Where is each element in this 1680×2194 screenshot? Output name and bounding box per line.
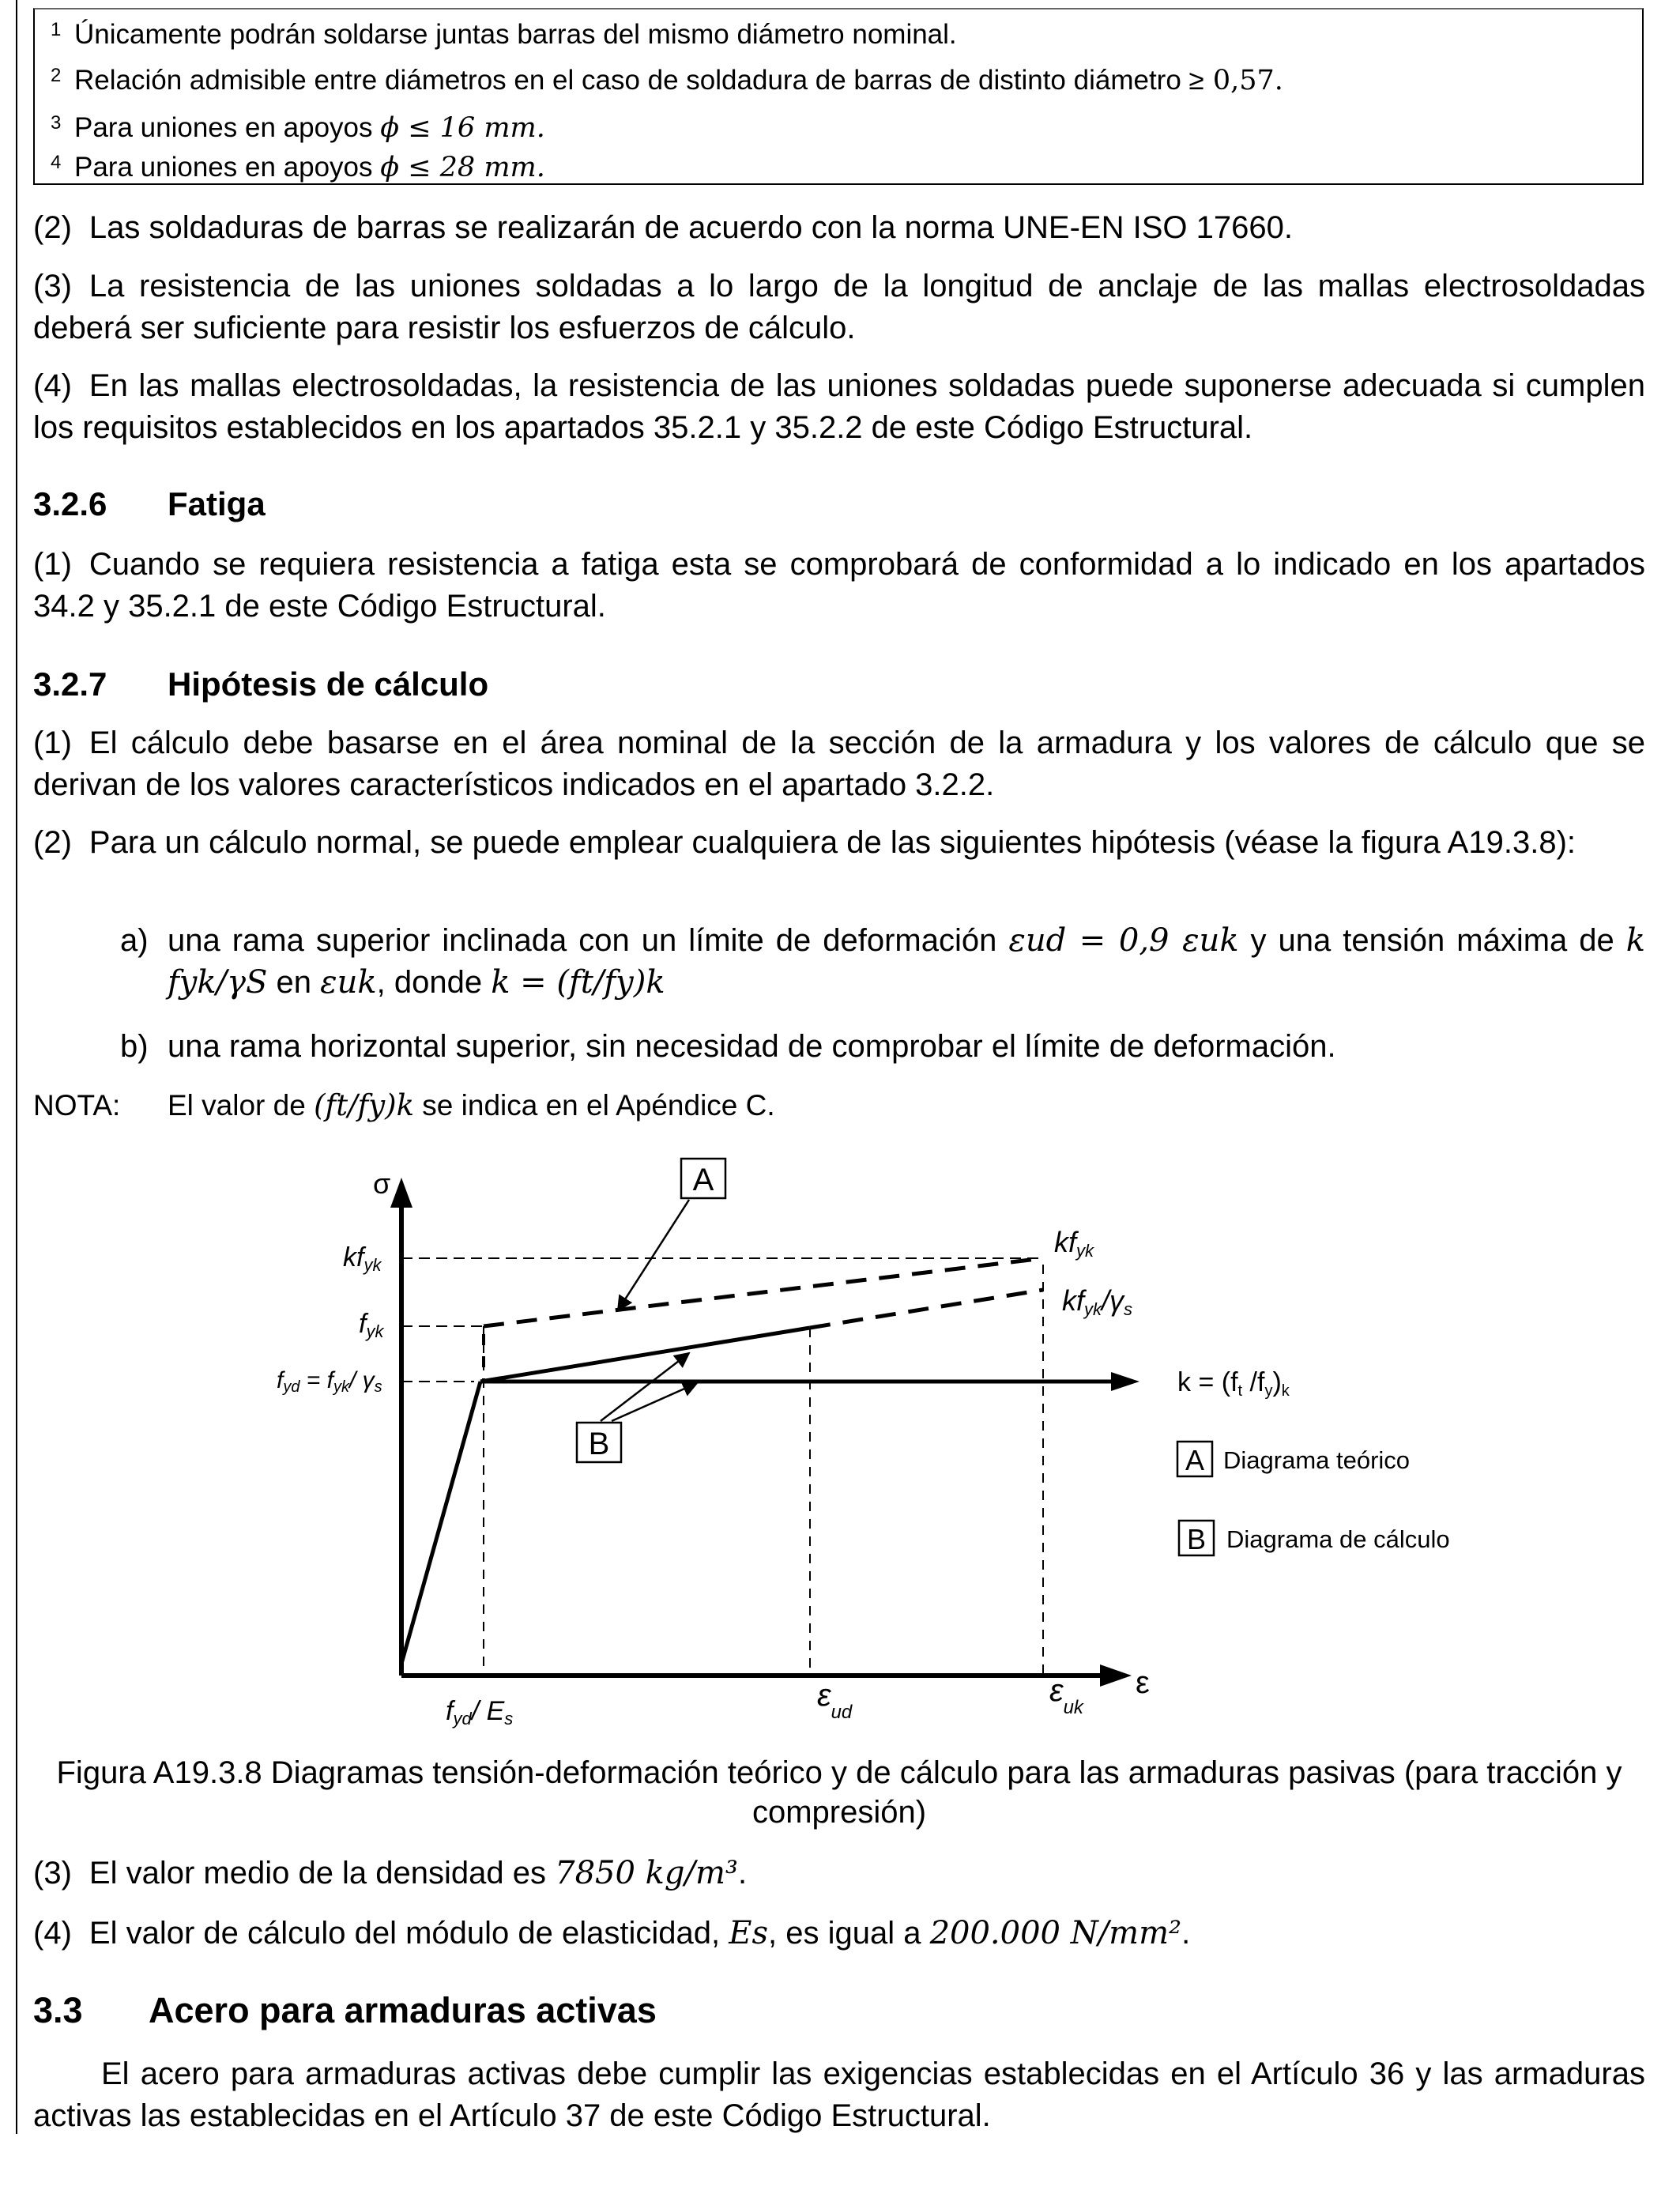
k-eq-mid: /f: [1242, 1367, 1265, 1397]
k-equation-label: [1177, 1367, 1290, 1400]
paragraph-number: (3): [33, 269, 72, 303]
paragraph-final: El acero para armaduras activas debe cumplir las exigencias establecidas en el Artículo 36 y las armaduras activas las establecidas en el Artículo 37 de este Código Estructural.: [33, 2056, 1645, 2133]
paragraph-text: Las soldaduras de barras se realizarán de acuerdo con la norma UNE-EN ISO 17660.: [89, 210, 1293, 245]
diagram-b-inclined-branch: [480, 1328, 810, 1382]
item-math: k fyk/γS: [168, 922, 1645, 1001]
fyd-sub: yd: [283, 1378, 300, 1396]
paragraph-text: , es igual a: [767, 1916, 930, 1951]
paragraph-number: (2): [33, 825, 72, 860]
paragraph-text: .: [737, 1856, 748, 1891]
section-heading-3-3: [33, 1990, 657, 2031]
label-a-text: A: [692, 1163, 714, 1197]
paragraph-hipotesis-1: [33, 722, 1645, 806]
diagram-b-dashed-continuation: [810, 1290, 1043, 1328]
sigma-axis-arrow: [390, 1178, 412, 1208]
stress-strain-figure: [223, 1154, 1503, 1739]
legend-b-text: Diagrama de cálculo: [1226, 1525, 1450, 1553]
paragraph-number: (1): [33, 726, 72, 760]
horizontal-branch-arrow: [1111, 1372, 1139, 1391]
paragraph-4: [33, 365, 1645, 449]
item-math: εud = 0,9 εuk: [1008, 922, 1239, 959]
section-title: Hipótesis de cálculo: [168, 665, 489, 703]
fyd-end: / γ: [349, 1367, 375, 1393]
right-kfykgs-end-sub: s: [1124, 1299, 1133, 1319]
right-kfykgs-sub: yk: [1084, 1299, 1102, 1319]
paragraph-3: [33, 266, 1645, 349]
item-text-part: una rama superior inclinada con un límite de deformación: [168, 923, 1009, 958]
note-math: (ft/fy)k: [314, 1088, 415, 1122]
footnote-number: 1: [51, 19, 62, 40]
right-kfykgs-main: kf: [1062, 1284, 1085, 1317]
item-text-part: , donde: [376, 965, 492, 1000]
fyd-es-x-label: [446, 1696, 513, 1728]
footnotes-box: [33, 8, 1644, 185]
footnote-text: Únicamente podrán soldarse juntas barras del mismo diámetro nominal.: [74, 19, 957, 50]
item-text: [168, 920, 1645, 1004]
footnote-math: ϕ ≤ 28 mm.: [380, 152, 545, 183]
paragraph-number: (2): [33, 210, 72, 245]
paragraph-fatiga-1: [33, 544, 1645, 628]
x-fyd-end: / E: [471, 1696, 505, 1726]
footnote-3: [51, 112, 545, 144]
paragraph-text: En las mallas electrosoldadas, la resistencia de las uniones soldadas puede suponerse adecuada si cumplen los requisitos establecidos en los apartados 35.2.1 y 35.2.2 de este Código Estructural.: [33, 368, 1645, 445]
kfyk-y-label: [343, 1242, 382, 1275]
kfyk-right-label: [1054, 1226, 1094, 1261]
note-text: El valor de: [168, 1089, 315, 1122]
paragraph-text: Cuando se requiera resistencia a fatiga esta se comprobará de conformidad a lo indicado en los apartados 34.2 y 35.2.1 de este Código Estructural.: [33, 547, 1645, 624]
left-margin-rule: [16, 0, 17, 2134]
item-text-part: en: [267, 965, 321, 1000]
paragraph-text: El valor medio de la densidad es: [89, 1856, 556, 1891]
x-fyd-end-sub: s: [504, 1709, 514, 1728]
fyd-mid-sub: yk: [333, 1378, 349, 1396]
item-text: una rama horizontal superior, sin necesidad de comprobar el límite de deformación.: [168, 1029, 1336, 1064]
note-label: NOTA:: [33, 1089, 121, 1122]
x-euk-main: ε: [1049, 1673, 1064, 1708]
footnote-text: Relación admisible entre diámetros en el caso de soldadura de barras de distinto diámetro ≥: [74, 65, 1204, 96]
paragraph-hipotesis-4: [33, 1913, 1645, 1955]
epsilon-axis-arrow: [1100, 1664, 1132, 1687]
footnote-text: Para uniones en apoyos: [74, 112, 381, 143]
footnote-2: [51, 65, 1283, 96]
k-eq-k: k: [1281, 1382, 1290, 1400]
section-title: Fatiga: [168, 485, 266, 522]
footnote-number: 3: [51, 112, 62, 134]
right-kfyk-main: kf: [1054, 1226, 1077, 1258]
pointer-a: [618, 1200, 689, 1310]
fyd-y-label: [277, 1367, 382, 1396]
footnote-number: 4: [51, 152, 62, 173]
section-heading-3-2-7: [33, 664, 488, 705]
section-number: 3.2.6: [33, 485, 107, 522]
footnote-text: Para uniones en apoyos: [74, 152, 381, 183]
x-euk-sub: uk: [1063, 1697, 1083, 1718]
x-eud-main: ε: [817, 1678, 831, 1713]
label-b-text: B: [588, 1427, 610, 1461]
paragraph-text: El cálculo debe basarse en el área nominal de la sección de la armadura y los valores de cálculo que se derivan de los valores característicos indicados en el apartado 3.2.2.: [33, 726, 1645, 802]
paragraph-number: (4): [33, 368, 72, 403]
fyd-main: f: [277, 1367, 284, 1393]
x-fyd-main: f: [446, 1696, 454, 1726]
item-label: a): [120, 923, 149, 958]
section-heading-3-2-6: [33, 484, 266, 525]
paragraph-math: 200.000 N/mm²: [929, 1915, 1182, 1951]
diagram-a-branch: [484, 1258, 1043, 1326]
paragraph-number: (4): [33, 1916, 72, 1951]
epsilon-label: ε: [1136, 1665, 1150, 1700]
paragraph-text: El valor de cálculo del módulo de elasticidad,: [89, 1916, 729, 1951]
fyk-sub: yk: [366, 1321, 384, 1341]
kfyk-sub: yk: [363, 1255, 382, 1275]
paragraph-hipotesis-2: [33, 822, 1645, 864]
legend-b-letter: B: [1186, 1523, 1207, 1555]
k-eq-y: y: [1264, 1382, 1273, 1400]
fyd-end-sub: s: [374, 1378, 382, 1396]
paragraph-number: (3): [33, 1856, 72, 1891]
k-eq-end: ): [1272, 1367, 1282, 1397]
section-title: Acero para armaduras activas: [149, 1990, 657, 2030]
paragraph-2: [33, 207, 1645, 249]
x-fyd-sub: yd: [453, 1709, 472, 1728]
footnote-value: 0,57.: [1203, 65, 1283, 96]
kfyk-main: kf: [343, 1242, 364, 1272]
euk-x-label: [1049, 1673, 1085, 1718]
paragraph-text: Para un cálculo normal, se puede emplear cualquiera de las siguientes hipótesis (véase la figura A19.3.8):: [89, 825, 1576, 860]
item-math: εuk: [320, 964, 377, 1001]
footnote-number: 2: [51, 65, 62, 86]
paragraph-text: .: [1181, 1916, 1191, 1951]
footnote-1: [51, 19, 957, 51]
fyk-y-label: [359, 1309, 384, 1341]
pointer-b-inclined: [601, 1353, 689, 1421]
k-eq-start: k = (f: [1177, 1367, 1238, 1397]
fyd-mid: = f: [299, 1367, 333, 1393]
paragraph-number: (1): [33, 547, 72, 582]
elastic-branch: [401, 1382, 480, 1664]
figure-caption: Figura A19.3.8 Diagramas tensión-deformación teórico y de cálculo para las armaduras pasivas (para tracción y compresión): [56, 1755, 1622, 1830]
paragraph-hipotesis-3: [33, 1853, 1645, 1894]
right-kfykgs-end: /γ: [1102, 1284, 1124, 1317]
eud-x-label: [817, 1678, 853, 1723]
legend-a-letter: A: [1185, 1444, 1205, 1476]
note-text: se indica en el Apéndice C.: [414, 1089, 775, 1122]
hypothesis-item-b: [120, 1026, 1645, 1068]
paragraph-math: 7850 kg/m³: [555, 1855, 738, 1891]
k-eq-t: t: [1237, 1382, 1243, 1400]
sigma-label: σ: [373, 1167, 391, 1200]
paragraph-text: La resistencia de las uniones soldadas a lo largo de la longitud de anclaje de las mallas electrosoldadas deberá ser suficiente para resistir los esfuerzos de cálculo.: [33, 269, 1645, 345]
fyk-main: f: [359, 1309, 367, 1339]
kfyk-gammas-right-label: [1062, 1284, 1132, 1319]
item-text-part: y una tensión máxima de: [1238, 923, 1626, 958]
paragraph-math: Es: [729, 1915, 768, 1951]
hypothesis-item-a: [120, 920, 1645, 1004]
section-number: 3.3: [33, 1990, 83, 2030]
item-math: k = (ft/fy)k: [491, 964, 665, 1001]
right-kfyk-sub: yk: [1076, 1241, 1094, 1261]
legend-a-text: Diagrama teórico: [1223, 1446, 1411, 1474]
item-label: b): [120, 1029, 149, 1064]
x-eud-sub: ud: [831, 1702, 853, 1723]
note-line: [33, 1088, 775, 1124]
footnote-math: ϕ ≤ 16 mm.: [380, 112, 545, 144]
section-number: 3.2.7: [33, 665, 107, 703]
footnote-4: [51, 152, 545, 183]
